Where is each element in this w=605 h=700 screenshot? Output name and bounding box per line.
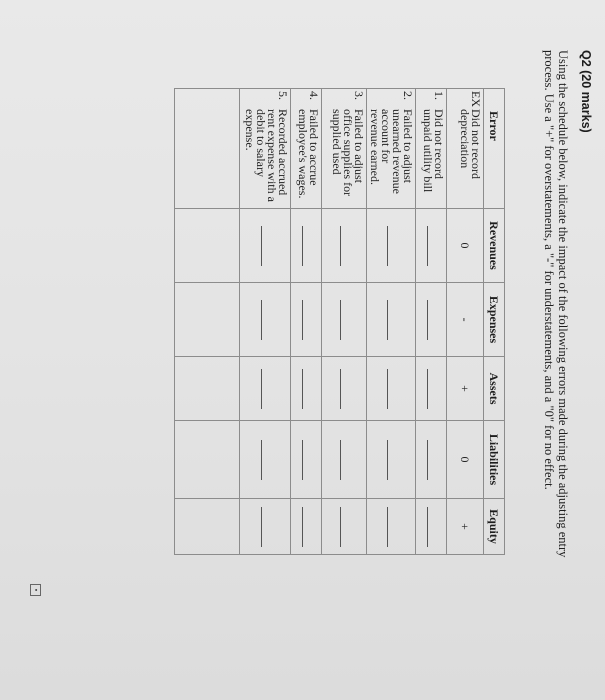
assets-answer-blank[interactable]: [322, 357, 367, 421]
error-description: Failed to adjust office supplies for supplied used: [330, 109, 366, 197]
table-row: [416, 89, 447, 555]
revenues-answer-blank[interactable]: [240, 209, 291, 283]
answer-line: [262, 369, 272, 409]
assets-answer-blank[interactable]: [240, 357, 291, 421]
error-description: Failed to adjust unearned revenue account for revenue earned.: [368, 109, 415, 194]
answer-line: [388, 226, 398, 266]
table-row-example: [447, 89, 484, 555]
error-description: Recorded accrued rent expense with a debit to salary expense.: [243, 109, 290, 202]
revenues-answer-blank[interactable]: [322, 209, 367, 283]
expenses-answer-blank[interactable]: [367, 283, 416, 357]
assets-answer-blank[interactable]: [367, 357, 416, 421]
empty-cell: [175, 499, 240, 555]
assets-answer-blank[interactable]: [416, 357, 447, 421]
answer-line: [388, 507, 398, 547]
row-label: 3.: [352, 91, 366, 100]
answer-line: [262, 440, 272, 480]
answer-line: [341, 300, 351, 340]
answer-line: [388, 369, 398, 409]
answer-line: [428, 507, 438, 547]
equity-answer-blank[interactable]: [367, 499, 416, 555]
answer-line: [262, 300, 272, 340]
question-instructions: Using the schedule below, indicate the impact of the following errors made during the adjusting entry process. Use a "+" for overstatements, a "-" for understatements, and a "0" for no effect.: [542, 50, 570, 558]
question-title: Q2 (20 marks): [579, 50, 593, 133]
table-row: [240, 89, 291, 555]
error-cell: [447, 89, 484, 209]
answer-line: [341, 507, 351, 547]
equity-answer-blank[interactable]: [416, 499, 447, 555]
liabilities-answer-blank[interactable]: [416, 421, 447, 499]
revenues-value: 0: [447, 209, 484, 283]
answer-line: [428, 226, 438, 266]
equity-answer-blank[interactable]: [291, 499, 322, 555]
header-assets: Assets: [484, 357, 505, 421]
table-row: [367, 89, 416, 555]
row-label: EX: [469, 91, 483, 107]
expenses-answer-blank[interactable]: [416, 283, 447, 357]
answer-line: [303, 300, 313, 340]
error-description: Did not record unpaid utility bill: [421, 109, 446, 193]
answer-line: [341, 226, 351, 266]
empty-cell: [175, 357, 240, 421]
error-cell: [322, 89, 367, 209]
error-description: Failed to accrue employee's wages.: [296, 109, 321, 199]
row-label: 5.: [276, 91, 290, 100]
answer-line: [428, 300, 438, 340]
header-equity: Equity: [484, 499, 505, 555]
liabilities-answer-blank[interactable]: [240, 421, 291, 499]
liabilities-answer-blank[interactable]: [367, 421, 416, 499]
error-cell: [416, 89, 447, 209]
error-cell: [291, 89, 322, 209]
empty-cell: [175, 89, 240, 209]
answer-line: [303, 507, 313, 547]
table-header-row: [484, 89, 505, 555]
revenues-answer-blank[interactable]: [416, 209, 447, 283]
answer-line: [388, 300, 398, 340]
table-row: [322, 89, 367, 555]
header-revenues: Revenues: [484, 209, 505, 283]
empty-cell: [175, 209, 240, 283]
equity-answer-blank[interactable]: [322, 499, 367, 555]
liabilities-answer-blank[interactable]: [322, 421, 367, 499]
header-error: Error: [484, 89, 505, 209]
answer-line: [303, 440, 313, 480]
answer-line: [262, 226, 272, 266]
equity-answer-blank[interactable]: [240, 499, 291, 555]
answer-line: [341, 440, 351, 480]
answer-line: [303, 369, 313, 409]
expenses-value: -: [447, 283, 484, 357]
liabilities-value: 0: [447, 421, 484, 499]
answer-line: [388, 440, 398, 480]
row-label: 4.: [307, 91, 321, 100]
expenses-answer-blank[interactable]: [240, 283, 291, 357]
expenses-answer-blank[interactable]: [291, 283, 322, 357]
revenues-answer-blank[interactable]: [291, 209, 322, 283]
answer-line: [341, 369, 351, 409]
revenues-answer-blank[interactable]: [367, 209, 416, 283]
table-row-empty: [175, 89, 240, 555]
error-cell: [367, 89, 416, 209]
row-label: 1.: [432, 91, 446, 100]
answer-line: [428, 369, 438, 409]
expenses-answer-blank[interactable]: [322, 283, 367, 357]
table-row: [291, 89, 322, 555]
assets-value: +: [447, 357, 484, 421]
empty-cell: [175, 283, 240, 357]
error-description: Did not record depreciation: [458, 109, 483, 179]
answer-line: [428, 440, 438, 480]
equity-value: +: [447, 499, 484, 555]
header-expenses: Expenses: [484, 283, 505, 357]
answer-line: [262, 507, 272, 547]
error-cell: [240, 89, 291, 209]
empty-cell: [175, 421, 240, 499]
page-marker-icon: ▪: [30, 584, 41, 596]
answer-line: [303, 226, 313, 266]
error-schedule-table: [174, 88, 505, 555]
liabilities-answer-blank[interactable]: [291, 421, 322, 499]
row-label: 2.: [401, 91, 415, 100]
assets-answer-blank[interactable]: [291, 357, 322, 421]
header-liabilities: Liabilities: [484, 421, 505, 499]
